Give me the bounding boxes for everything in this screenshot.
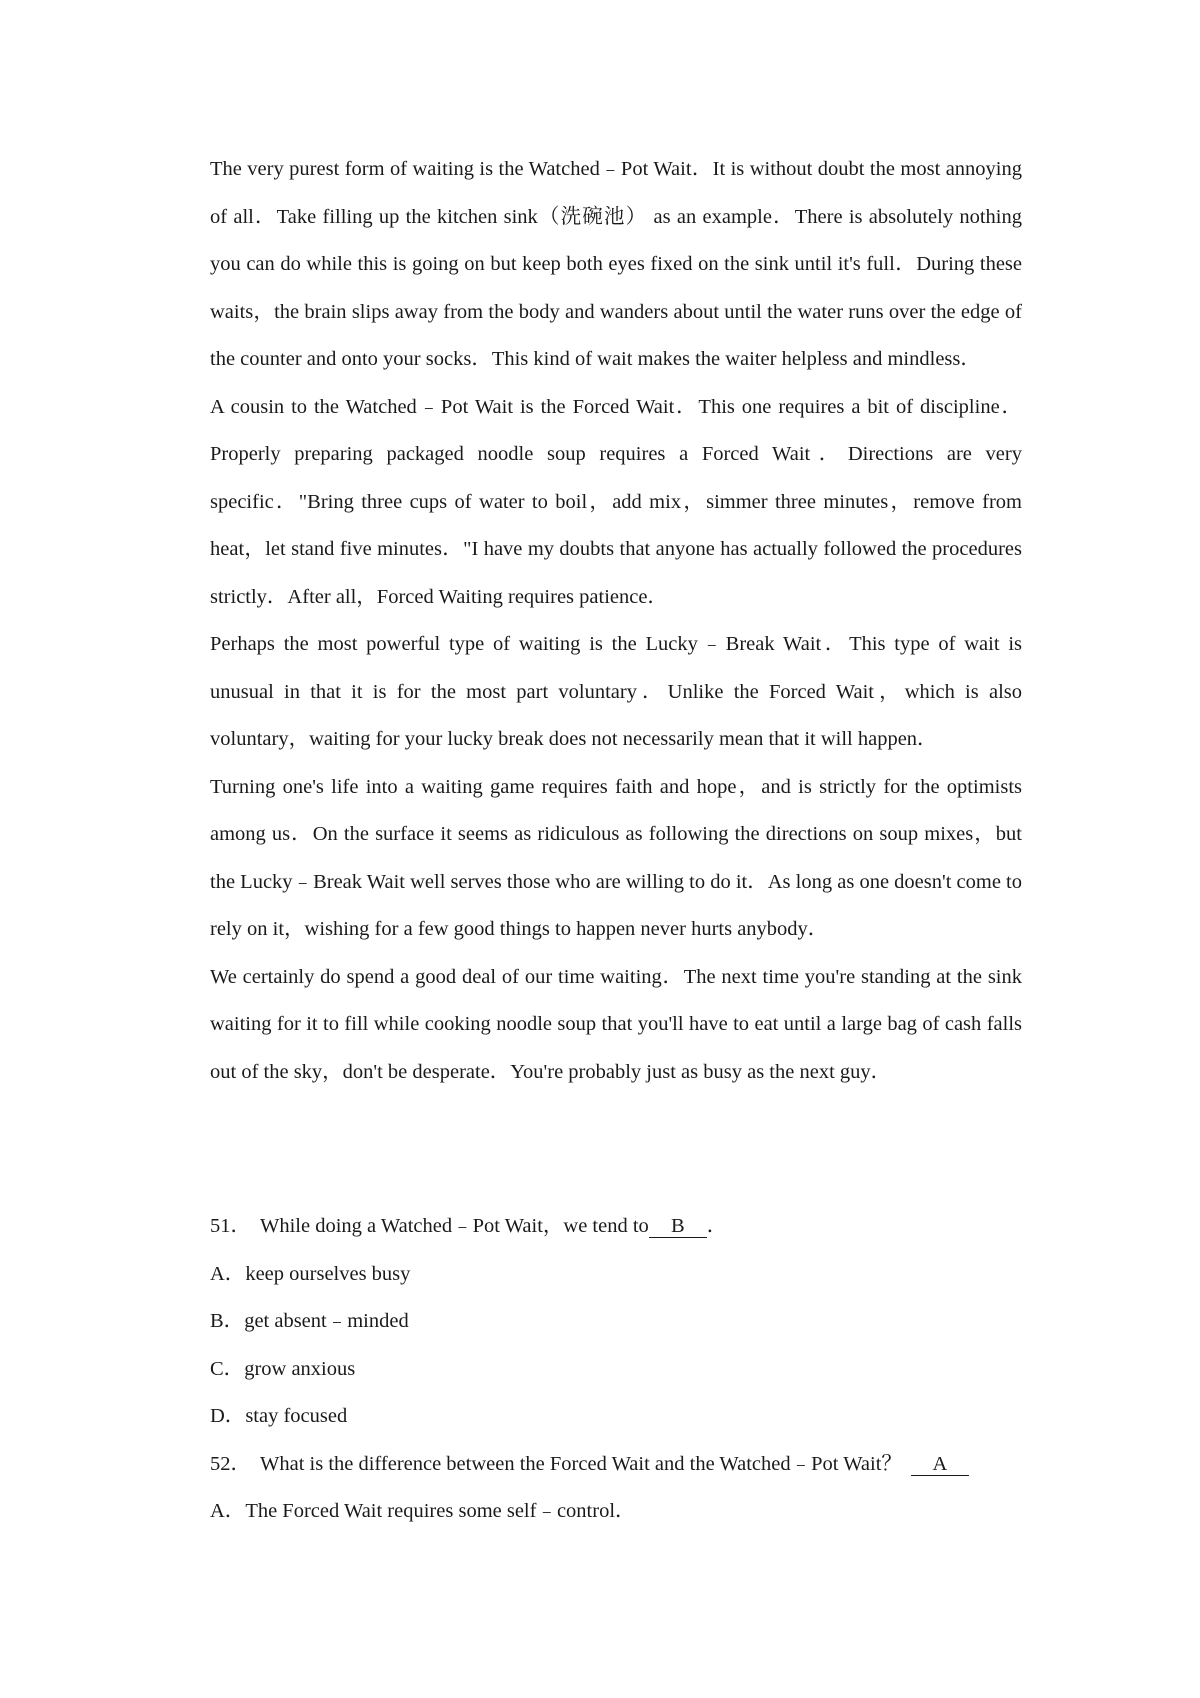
option-a (210, 1251, 1022, 1299)
option-c (210, 1346, 1022, 1394)
option-text: keep ourselves busy (245, 1262, 411, 1285)
option-b (210, 1298, 1022, 1346)
option-text: stay focused (245, 1405, 348, 1427)
passage-paragraph-5: We certainly do spend a good deal of our time waiting．The next time you're standing at the sink waiting for it to fill while cooking noodle soup that you'll have to eat until a large bag of cash falls out of the sky，don't be desperate．You're probably just as busy as the next guy． (210, 965, 1022, 1083)
option-text: The Forced Wait requires some self﹣control． (245, 1500, 636, 1522)
option-letter: C． (210, 1357, 245, 1380)
question-number: 52． (210, 1452, 251, 1475)
answer-blank: A (911, 1453, 969, 1476)
question-stem: What is the difference between the Forced Wait and the Watched﹣Pot Wait？ (260, 1452, 902, 1475)
question-number: 51． (210, 1215, 251, 1237)
question-51 (210, 1203, 1022, 1251)
passage-paragraph-1: The very purest form of waiting is the Watched﹣Pot Wait．It is without doubt the most annoying of all．Take filling up the kitchen sink（洗碗池） as an example．There is absolutely nothing you can do while this is going on but keep both eyes fixed on the sink until it's full．During these waits，the brain slips away from the body and wanders about until the water runs over the edge of the counter and onto your socks．This kind of wait makes the waiter helpless and mindless． (210, 158, 1022, 370)
option-letter: A． (210, 1500, 246, 1522)
question-52 (210, 1441, 1022, 1489)
question-end: ． (706, 1215, 728, 1237)
option-text: grow anxious (244, 1357, 356, 1380)
passage (210, 146, 1022, 1096)
option-d (210, 1393, 1022, 1441)
option-letter: A． (210, 1262, 246, 1285)
option-letter: D． (210, 1405, 246, 1427)
option-a (210, 1488, 1022, 1536)
option-text: get absent﹣minded (244, 1310, 409, 1332)
passage-paragraph-2: A cousin to the Watched﹣Pot Wait is the Forced Wait．This one requires a bit of discipline．Properly preparing packaged noodle soup requires a Forced Wait．Directions are very specific．"Bring three cups of water to boil，add mix，simmer three minutes，remove from heat，let stand five minutes．"I have my doubts that anyone has actually followed the procedures strictly．After all，Forced Waiting requires patience． (210, 395, 1022, 608)
question-stem: While doing a Watched﹣Pot Wait，we tend to (260, 1215, 649, 1237)
passage-paragraph-3: Perhaps the most powerful type of waiting is the Lucky﹣Break Wait．This type of wait is unusual in that it is for the most part voluntary．Unlike the Forced Wait，which is also voluntary，waiting for your lucky break does not necessarily mean that it will happen． (210, 633, 1022, 750)
answer-blank: B (649, 1215, 707, 1238)
option-letter: B． (210, 1310, 245, 1332)
question-list (210, 1203, 1022, 1536)
passage-paragraph-4: Turning one's life into a waiting game requires faith and hope，and is strictly for the optimists among us．On the surface it seems as ridiculous as following the directions on soup mixes，but the Lucky﹣Break Wait well serves those who are willing to do it．As long as one doesn't come to rely on it，wishing for a few good things to happen never hurts anybody． (210, 775, 1022, 940)
